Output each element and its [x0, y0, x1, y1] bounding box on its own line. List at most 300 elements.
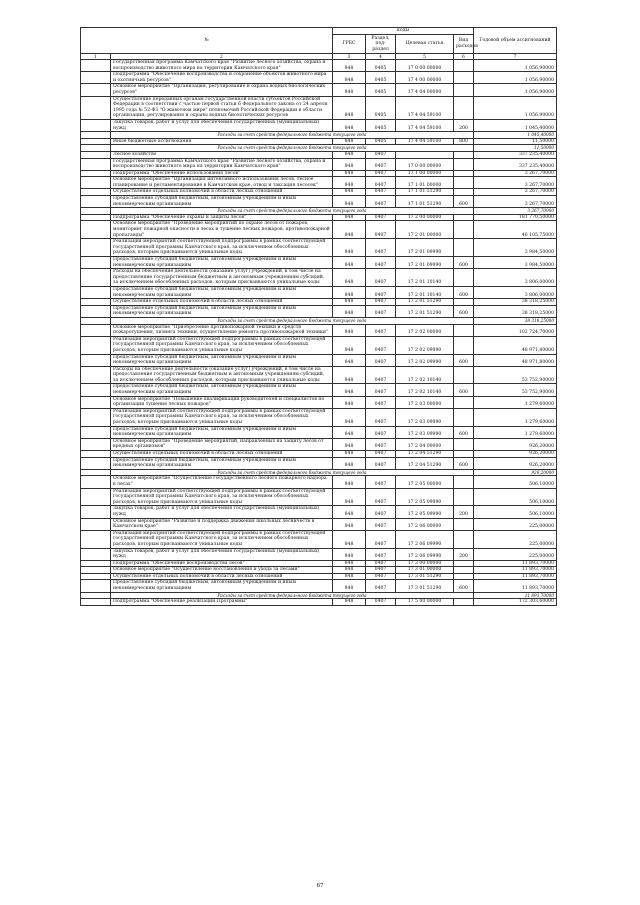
cell-empty [81, 239, 111, 257]
cell-sum: 3 267,70000 [474, 196, 557, 208]
cell-razdel: 0407 [366, 476, 396, 488]
table-row [81, 221, 557, 239]
cell-empty [81, 72, 111, 84]
note-sum: 11 893,70000 [474, 592, 557, 599]
cell-empty [81, 426, 111, 438]
cell-name: Основное мероприятие "Осуществление государственного лесного пожарного надзора в лесах" [111, 476, 333, 488]
cell-vid: 600 [454, 426, 474, 438]
cell-target: 17 2 01 09990 [396, 239, 454, 257]
cell-grbs: 848 [333, 336, 366, 354]
cell-grbs: 848 [333, 530, 366, 548]
cell-vid: 600 [454, 305, 474, 317]
cell-vid [454, 567, 474, 574]
cell-target: 17 2 05 09990 [396, 506, 454, 518]
cell-razdel: 0407 [366, 305, 396, 317]
cell-vid [454, 72, 474, 84]
header-target: Целевая статья [396, 35, 454, 54]
cell-grbs: 848 [333, 96, 366, 119]
cell-target: 17 2 03 09990 [396, 408, 454, 426]
cell-name: Государственная программа Камчатского края "Развитие лесного хозяйства, охрана и воспроизводство животного мира на территории Камчатского края" [111, 158, 333, 170]
funding-note-row [81, 469, 557, 476]
cell-empty [81, 530, 111, 548]
cell-name: Закупка товаров, работ и услуг для обеспечения государственных (муниципальных) нужд [111, 506, 333, 518]
cell-empty [81, 60, 111, 72]
cell-name: Основное мероприятие "Осуществление восстановления и ухода за лесами" [111, 567, 333, 574]
table-row [81, 560, 557, 567]
note-sum: 11,50000 [474, 145, 557, 152]
cell-grbs: 848 [333, 457, 366, 469]
table-row [81, 286, 557, 298]
cell-grbs: 848 [333, 189, 366, 196]
cell-empty [81, 451, 111, 458]
cell-sum: 337 235,40000 [474, 151, 557, 158]
budget-table [80, 27, 557, 606]
cell-sum: 38 318,25000 [474, 305, 557, 317]
cell-razdel: 0407 [366, 560, 396, 567]
cell-name: Предоставление субсидий бюджетным, автономным учреждениям и иным некоммерческим организациям [111, 286, 333, 298]
table-row [81, 177, 557, 189]
cell-name: Осуществление отдельных полномочий в области лесных отношений [111, 451, 333, 458]
funding-note-row [81, 145, 557, 152]
cell-vid [454, 530, 474, 548]
cell-target: 17 2 01 10140 [396, 269, 454, 287]
cell-target: 17 2 01 51290 [396, 305, 454, 317]
cell-target: 17 3 00 00000 [396, 560, 454, 567]
col-number: 1 [81, 54, 111, 60]
table-row [81, 239, 557, 257]
cell-sum: 1 056,90000 [474, 72, 557, 84]
cell-target: 17 1 01 51290 [396, 189, 454, 196]
table-row [81, 599, 557, 606]
budget-document [80, 27, 556, 606]
cell-razdel: 0405 [366, 72, 396, 84]
cell-vid [454, 573, 474, 580]
cell-name: Реализация мероприятий соответствующей подпрограммы в рамках соответствующей государственной программы Камчатского края, за исключением обособленных расходов, которым присваиваются уникальные коды [111, 488, 333, 506]
cell-name: Подпрограмма "Обеспечение охраны и защиты лесов" [111, 214, 333, 221]
cell-name: Основное мероприятие "Повышение квалификации руководителей и специалистов по организации тушения лесных пожаров" [111, 396, 333, 408]
cell-target: 17 2 04 00000 [396, 438, 454, 450]
cell-razdel: 0405 [366, 60, 396, 72]
cell-empty [81, 84, 111, 96]
cell-vid [454, 599, 474, 606]
cell-razdel: 0407 [366, 221, 396, 239]
cell-razdel: 0407 [366, 239, 396, 257]
note-text: Расходы за счет средств федерального бюджета текущего года [111, 317, 474, 324]
cell-target [396, 151, 454, 158]
cell-name: Закупка товаров, работ и услуг для обеспечения государственных (муниципальных) нужд [111, 119, 333, 131]
note-text: Расходы за счет средств федерального бюджета текущего года [111, 132, 474, 139]
header-num: № [81, 28, 333, 54]
cell-grbs: 848 [333, 580, 366, 592]
cell-empty [81, 189, 111, 196]
note-sum: 926,20000 [474, 469, 557, 476]
cell-razdel: 0407 [366, 518, 396, 530]
cell-razdel: 0407 [366, 506, 396, 518]
table-row [81, 438, 557, 450]
cell-grbs: 848 [333, 72, 366, 84]
cell-vid [454, 177, 474, 189]
table-row [81, 269, 557, 287]
cell-vid [454, 269, 474, 287]
cell-sum: 3 267,70000 [474, 177, 557, 189]
cell-vid [454, 451, 474, 458]
note-text: Расходы за счет средств федерального бюджета текущего года [111, 592, 474, 599]
table-row [81, 384, 557, 396]
cell-empty [81, 592, 111, 599]
cell-vid: 600 [454, 286, 474, 298]
cell-target: 17 0 00 00000 [396, 60, 454, 72]
cell-razdel: 0407 [366, 567, 396, 574]
cell-sum: 46 105,75000 [474, 221, 557, 239]
cell-sum: 1 279,60000 [474, 396, 557, 408]
cell-grbs: 848 [333, 488, 366, 506]
cell-sum: 1 045,40000 [474, 119, 557, 131]
cell-empty [81, 366, 111, 384]
cell-name: Иные бюджетные ассигнования [111, 138, 333, 145]
cell-name: Основное мероприятие "Приобретение противопожарной техники и средств пожаротушения, лизинга техники, осуществление ремонта противопожарной техники" [111, 324, 333, 336]
cell-empty [81, 354, 111, 366]
cell-vid [454, 336, 474, 354]
cell-vid: 600 [454, 580, 474, 592]
cell-name: Предоставление субсидий бюджетным, автономным учреждениям и иным некоммерческим организациям [111, 257, 333, 269]
cell-target: 17 4 04 59100 [396, 138, 454, 145]
cell-grbs: 848 [333, 567, 366, 574]
table-row [81, 506, 557, 518]
cell-vid [454, 560, 474, 567]
cell-target: 17 4 04 59100 [396, 96, 454, 119]
cell-razdel: 0407 [366, 438, 396, 450]
cell-empty [81, 573, 111, 580]
cell-empty [81, 151, 111, 158]
cell-target: 17 2 02 00000 [396, 324, 454, 336]
table-row [81, 396, 557, 408]
table-row [81, 457, 557, 469]
cell-razdel: 0405 [366, 138, 396, 145]
table-row [81, 170, 557, 177]
cell-sum: 3 984,50000 [474, 239, 557, 257]
col-number: 4 [366, 54, 396, 60]
col-number: 3 [333, 54, 366, 60]
cell-name: Предоставление субсидий бюджетным, автономным учреждениям и иным некоммерческим организациям [111, 196, 333, 208]
cell-grbs: 848 [333, 221, 366, 239]
cell-razdel: 0407 [366, 196, 396, 208]
funding-note-row [81, 317, 557, 324]
cell-razdel: 0407 [366, 257, 396, 269]
cell-razdel: 0407 [366, 408, 396, 426]
funding-note-row [81, 132, 557, 139]
cell-grbs: 848 [333, 451, 366, 458]
cell-target: 17 2 04 51290 [396, 457, 454, 469]
cell-target: 17 3 01 51290 [396, 580, 454, 592]
cell-name: Осуществление переданных органам государственной власти субъектов Российской Федерации в соответствии с частью первой статьи 6 Федерального закона от 24 апреля 1995 года № 52-ФЗ "О животном мире" полномочий Российской Федерации в области организации, регулирования и охраны водных биологических ресурсов [111, 96, 333, 119]
cell-sum: 506,10000 [474, 488, 557, 506]
cell-name: Подпрограмма "Обеспечение использования лесов" [111, 170, 333, 177]
cell-sum: 11,50000 [474, 138, 557, 145]
cell-vid [454, 488, 474, 506]
cell-vid [454, 214, 474, 221]
note-sum: 3 267,70000 [474, 208, 557, 215]
cell-grbs: 848 [333, 151, 366, 158]
cell-name: Государственная программа Камчатского края "Развитие лесного хозяйства, охрана и воспроизводство животного мира на территории Камчатского края" [111, 60, 333, 72]
cell-sum: 11 893,70000 [474, 580, 557, 592]
cell-target: 17 3 01 51290 [396, 573, 454, 580]
table-row [81, 408, 557, 426]
cell-razdel: 0407 [366, 488, 396, 506]
cell-sum: 3 806,00000 [474, 269, 557, 287]
cell-grbs: 848 [333, 476, 366, 488]
cell-vid [454, 476, 474, 488]
cell-grbs: 848 [333, 60, 366, 72]
cell-target: 17 2 06 00000 [396, 518, 454, 530]
cell-grbs: 848 [333, 119, 366, 131]
cell-vid: 600 [454, 257, 474, 269]
cell-grbs: 848 [333, 286, 366, 298]
cell-vid [454, 151, 474, 158]
cell-vid [454, 239, 474, 257]
header-grbs: ГРБС [333, 35, 366, 54]
cell-name: Подпрограмма "Обеспечение воспроизводства и сохранение объектов животного мира и охотничьих ресурсов" [111, 72, 333, 84]
cell-name: Осуществление отдельных полномочий в области лесных отношений [111, 189, 333, 196]
header-annual: Годовой объем ассигнований [474, 28, 557, 54]
cell-sum: 506,10000 [474, 476, 557, 488]
table-row [81, 214, 557, 221]
cell-name: Основное мероприятие "Проведение мероприятий, направленных на защиту лесов от вредных организмов" [111, 438, 333, 450]
cell-sum: 48 971,80000 [474, 336, 557, 354]
cell-target: 17 2 01 10140 [396, 286, 454, 298]
cell-grbs: 848 [333, 239, 366, 257]
table-row [81, 336, 557, 354]
cell-grbs: 848 [333, 257, 366, 269]
header-razdel: Раздел, под-раздел [366, 35, 396, 54]
cell-sum: 181 770,50000 [474, 214, 557, 221]
cell-sum: 506,10000 [474, 506, 557, 518]
cell-razdel: 0407 [366, 158, 396, 170]
cell-name: Реализация мероприятий соответствующей подпрограммы в рамках соответствующей государственной программы Камчатского края, за исключением обособленных расходов, которым присваиваются уникальные коды [111, 239, 333, 257]
table-row [81, 151, 557, 158]
cell-razdel: 0407 [366, 451, 396, 458]
table-row [81, 60, 557, 72]
cell-empty [81, 138, 111, 145]
cell-vid: 200 [454, 119, 474, 131]
cell-razdel: 0407 [366, 396, 396, 408]
table-row [81, 426, 557, 438]
cell-razdel: 0405 [366, 84, 396, 96]
cell-empty [81, 560, 111, 567]
cell-razdel: 0407 [366, 177, 396, 189]
cell-empty [81, 214, 111, 221]
cell-grbs: 848 [333, 408, 366, 426]
cell-grbs: 848 [333, 84, 366, 96]
cell-target: 17 3 01 00000 [396, 567, 454, 574]
cell-grbs: 848 [333, 506, 366, 518]
cell-empty [81, 324, 111, 336]
cell-target: 17 2 04 51290 [396, 451, 454, 458]
cell-target: 17 2 01 00000 [396, 221, 454, 239]
table-row [81, 488, 557, 506]
cell-vid [454, 396, 474, 408]
table-row [81, 476, 557, 488]
cell-empty [81, 286, 111, 298]
header-vid: Вид расходов [454, 35, 474, 54]
cell-name: Подпрограмма "Обеспечение воспроизводства лесов" [111, 560, 333, 567]
cell-name: Осуществление отдельных полномочий в области лесных отношений [111, 573, 333, 580]
cell-sum: 1 279,60000 [474, 426, 557, 438]
table-row [81, 196, 557, 208]
table-row [81, 567, 557, 574]
cell-grbs: 848 [333, 299, 366, 306]
cell-target: 17 0 00 00000 [396, 158, 454, 170]
cell-grbs: 848 [333, 324, 366, 336]
cell-grbs: 848 [333, 384, 366, 396]
cell-razdel: 0407 [366, 384, 396, 396]
note-text: Расходы за счет средств федерального бюджета текущего года [111, 145, 474, 152]
cell-name: Предоставление субсидий бюджетным, автономным учреждениям и иным некоммерческим организациям [111, 354, 333, 366]
cell-vid: 600 [454, 384, 474, 396]
cell-name: Предоставление субсидий бюджетным, автономным учреждениям и иным некоммерческим организациям [111, 426, 333, 438]
table-row [81, 324, 557, 336]
cell-razdel: 0407 [366, 286, 396, 298]
cell-empty [81, 476, 111, 488]
cell-sum: 11 893,70000 [474, 560, 557, 567]
cell-empty [81, 208, 111, 215]
cell-empty [81, 384, 111, 396]
cell-empty [81, 580, 111, 592]
cell-vid [454, 408, 474, 426]
cell-empty [81, 438, 111, 450]
cell-vid [454, 170, 474, 177]
cell-sum: 102 724,70000 [474, 324, 557, 336]
cell-name: Осуществление отдельных полномочий в области лесных отношений [111, 299, 333, 306]
cell-empty [81, 469, 111, 476]
cell-empty [81, 336, 111, 354]
cell-target: 17 4 04 00000 [396, 84, 454, 96]
table-row [81, 299, 557, 306]
table-row [81, 96, 557, 119]
cell-grbs: 848 [333, 354, 366, 366]
cell-empty [81, 170, 111, 177]
cell-vid [454, 84, 474, 96]
table-row [81, 189, 557, 196]
cell-razdel: 0407 [366, 457, 396, 469]
cell-target: 17 2 03 09990 [396, 426, 454, 438]
cell-name: Предоставление субсидий бюджетным, автономным учреждениям и иным некоммерческим организациям [111, 384, 333, 396]
cell-vid [454, 189, 474, 196]
cell-sum: 3 806,00000 [474, 286, 557, 298]
cell-sum: 1 056,90000 [474, 60, 557, 72]
cell-target: 17 1 00 00000 [396, 170, 454, 177]
col-number: 7 [474, 54, 557, 60]
cell-name: Основное мероприятие "Организация интенсивного использования лесов, лесное планирование и регламентирование в Камчатском крае, отвод и таксация лесосек" [111, 177, 333, 189]
cell-razdel: 0407 [366, 214, 396, 221]
cell-grbs: 848 [333, 214, 366, 221]
funding-note-row [81, 208, 557, 215]
table-row [81, 138, 557, 145]
cell-vid [454, 518, 474, 530]
cell-target: 17 4 00 00000 [396, 72, 454, 84]
cell-razdel: 0407 [366, 530, 396, 548]
cell-razdel: 0407 [366, 580, 396, 592]
cell-sum: 926,20000 [474, 438, 557, 450]
cell-razdel: 0407 [366, 573, 396, 580]
cell-target: 17 1 01 51290 [396, 196, 454, 208]
cell-empty [81, 221, 111, 239]
cell-grbs: 848 [333, 177, 366, 189]
cell-sum: 1 056,90000 [474, 96, 557, 119]
table-row [81, 580, 557, 592]
cell-empty [81, 408, 111, 426]
cell-sum: 3 984,50000 [474, 257, 557, 269]
cell-grbs: 848 [333, 573, 366, 580]
cell-sum: 53 752,90000 [474, 384, 557, 396]
table-row [81, 257, 557, 269]
cell-target: 17 2 00 00000 [396, 214, 454, 221]
cell-grbs: 848 [333, 366, 366, 384]
cell-vid [454, 96, 474, 119]
table-row [81, 84, 557, 96]
cell-name: Реализация мероприятий соответствующей подпрограммы в рамках соответствующей государственной программы Камчатского края, за исключением обособленных расходов, которым присваиваются уникальные коды [111, 336, 333, 354]
cell-sum: 48 971,80000 [474, 354, 557, 366]
cell-grbs: 848 [333, 560, 366, 567]
cell-razdel: 0407 [366, 324, 396, 336]
table-row [81, 119, 557, 131]
table-row [81, 158, 557, 170]
cell-target: 17 1 01 00000 [396, 177, 454, 189]
cell-empty [81, 257, 111, 269]
cell-grbs: 848 [333, 426, 366, 438]
cell-razdel: 0407 [366, 299, 396, 306]
cell-grbs: 848 [333, 158, 366, 170]
cell-target: 17 2 02 10140 [396, 384, 454, 396]
table-row [81, 451, 557, 458]
cell-grbs: 848 [333, 518, 366, 530]
cell-name: Реализация мероприятий соответствующей подпрограммы в рамках соответствующей государственной программы Камчатского края, за исключением обособленных расходов, которым присваиваются уникальные коды [111, 408, 333, 426]
table-row [81, 573, 557, 580]
table-body [81, 60, 557, 606]
cell-empty [81, 567, 111, 574]
cell-empty [81, 548, 111, 560]
cell-sum: 11 893,70000 [474, 567, 557, 574]
cell-empty [81, 599, 111, 606]
cell-vid: 200 [454, 506, 474, 518]
cell-grbs: 848 [333, 196, 366, 208]
cell-razdel: 0407 [366, 366, 396, 384]
table-row [81, 530, 557, 548]
cell-vid [454, 60, 474, 72]
cell-empty [81, 305, 111, 317]
cell-target: 17 2 05 09990 [396, 488, 454, 506]
cell-vid: 600 [454, 196, 474, 208]
cell-target: 17 2 03 00000 [396, 396, 454, 408]
cell-empty [81, 457, 111, 469]
cell-razdel: 0407 [366, 599, 396, 606]
header-codes: коды [333, 28, 474, 35]
cell-razdel: 0405 [366, 96, 396, 119]
note-text: Расходы за счет средств федерального бюджета текущего года [111, 469, 474, 476]
cell-name: Закупка товаров, работ и услуг для обеспечения государственных (муниципальных) нужд [111, 548, 333, 560]
cell-target: 17 4 04 59100 [396, 119, 454, 131]
cell-razdel: 0407 [366, 426, 396, 438]
table-row [81, 366, 557, 384]
cell-sum: 1 279,60000 [474, 408, 557, 426]
cell-empty [81, 119, 111, 131]
cell-name: Подпрограмма "Обеспечение реализации Программы" [111, 599, 333, 606]
cell-empty [81, 132, 111, 139]
cell-target: 17 2 05 00000 [396, 476, 454, 488]
cell-empty [81, 145, 111, 152]
cell-vid: 800 [454, 138, 474, 145]
cell-grbs: 848 [333, 396, 366, 408]
cell-name: Основное мероприятие "Организация, регулирование и охрана водных биологических ресурсов" [111, 84, 333, 96]
